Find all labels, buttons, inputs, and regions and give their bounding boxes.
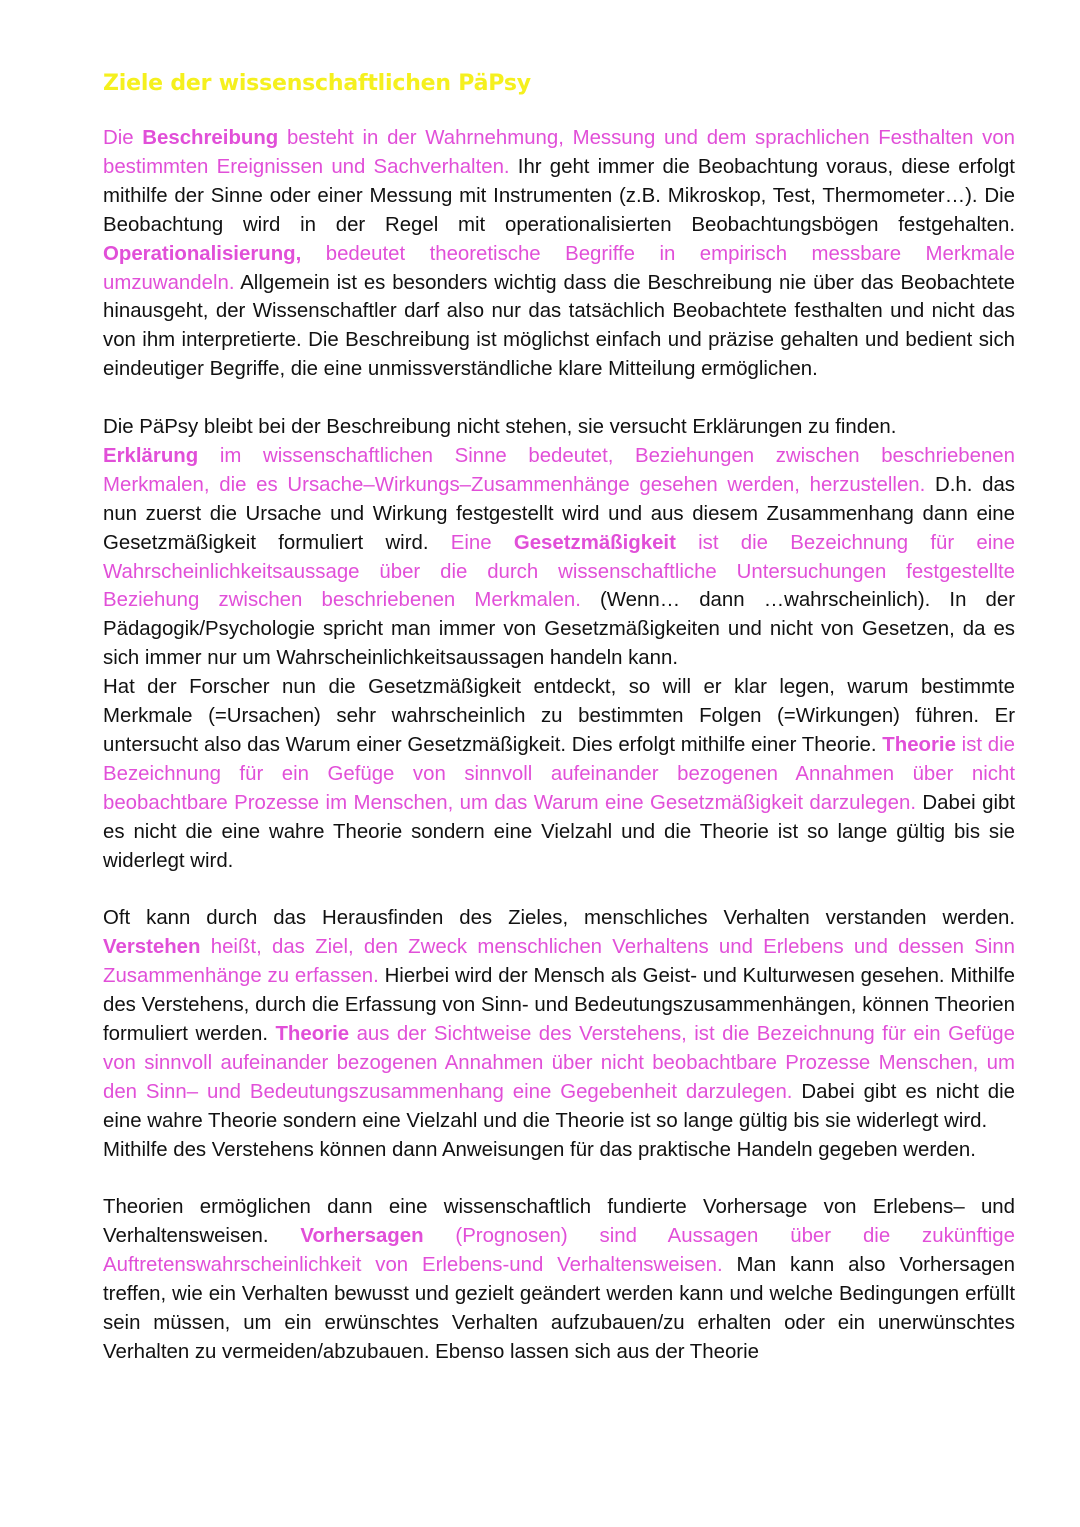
definition-verstehen: Verstehen heißt, das Ziel, den Zweck menschlichen Verhaltens und Erlebens und dessen Sinn Zusammenhänge zu erfassen. bbox=[103, 936, 1015, 988]
definition-gesetzmaessigkeit: Eine Gesetzmäßigkeit ist die Bezeichnung für eine Wahrscheinlichkeitsaussage über die durch wissenschaftliche Untersuchungen festgestellte Beziehung zwischen beschriebenen Merkmalen. bbox=[103, 531, 1015, 612]
term-beschreibung: Beschreibung bbox=[142, 127, 279, 149]
definition-theorie: Theorie ist die Bezeichnung für ein Gefüge von sinnvoll aufeinander bezogenen Annahmen über nicht beobachtbare Prozesse im Menschen, um das Warum eine Gesetzmäßigkeit darzulegen. bbox=[103, 734, 1015, 814]
paragraph-verstehen: Oft kann durch das Herausfinden des Zieles, menschliches Verhalten verstanden werden. Verstehen heißt, das Ziel, den Zweck menschlichen Verhaltens und Erlebens und dessen Sinn Zusammenhänge zu erfassen. Hierbei wird der Mensch als Geist- und Kulturwesen gesehen. Mithilfe des Verstehens, durch die Erfassung von Sinn- und Bedeutungszusammenhängen, können Theorien formuliert werden. Theorie aus der Sichtweise des Verstehens, ist die Bezeichnung für ein Gefüge von sinnvoll aufeinander bezogenen Annahmen über nicht beobachtbare Prozesse Menschen, um den Sinn– und Bedeutungszusammenhang eine Gegebenheit darzulegen. Dabei gibt es nicht die eine wahre Theorie sondern eine Vielzahl und die Theorie ist so lange gültig bis sie widerlegt wird. bbox=[103, 907, 1016, 1132]
paragraph-erklaerung: Erklärung im wissenschaftlichen Sinne bedeutet, Beziehungen zwischen beschriebenen Merkmalen, die es Ursache–Wirkungs–Zusammenhänge gesehen werden, herzustellen. D.h. das nun zuerst die Ursache und Wirkung festgestellt wird und aus diesem Zusammenhang dann eine Gesetzmäßigkeit formuliert wird. Eine Gesetzmäßigkeit ist die Bezeichnung für eine Wahrscheinlichkeitsaussage über die durch wissenschaftliche Untersuchungen festgestellte Beziehung zwischen beschriebenen Merkmalen. (Wenn… dann …wahrscheinlich). In der Pädagogik/Psychologie spricht man immer von Gesetzmäßigkeiten und nicht von Gesetzen, da es sich immer nur um Wahrscheinlichkeitsaussagen handeln kann. bbox=[103, 444, 1015, 670]
term-erklaerung: Erklärung bbox=[103, 444, 199, 467]
paragraph-gap bbox=[103, 1165, 1015, 1194]
term-theorie: Theorie bbox=[882, 734, 956, 757]
term-gesetzmaessigkeit: Gesetzmäßigkeit bbox=[513, 531, 676, 554]
paragraph-beschreibung: Die Beschreibung besteht in der Wahrnehmung, Messung und dem sprachlichen Festhalten von bestimmten Ereignissen und Sachverhalten. Ihr geht immer die Beobachtung voraus, diese erfolgt mithilfe der Sinne oder einer Messung mit Instrumenten (z.B. Mikroskop, Test, Thermometer…). Die Beobachtung wird in der Regel mit operationalisierten Beobachtungsbögen festgehalten. Operationalisierung, bedeutet theoretische Begriffe in empirisch messbare Merkmale umzuwandeln. Allgemein ist es besonders wichtig dass die Beschreibung nie über das Beobachtete hinausgeht, der Wissenschaftler darf also nur das tatsächlich Beobachtete festhalten und nicht das von ihm interpretierte. Die Beschreibung ist möglichst einfach und präzise gehalten und bedient sich eindeutiger Begriffe, die eine unmissverständliche klare Mitteilung ermöglichen. bbox=[103, 127, 1016, 381]
document-page bbox=[103, 66, 1015, 1367]
paragraph-theorie: Hat der Forscher nun die Gesetzmäßigkeit entdeckt, so will er klar legen, warum bestimmte Merkmale (=Ursachen) sehr wahrscheinlich zu bestimmten Folgen (=Wirkungen) führen. Er untersucht also das Warum einer Gesetzmäßigkeit. Dies erfolgt mithilfe einer Theorie. Theorie ist die Bezeichnung für ein Gefüge von sinnvoll aufeinander bezogenen Annahmen über nicht beobachtbare Prozesse im Menschen, um das Warum eine Gesetzmäßigkeit darzulegen. Dabei gibt es nicht die eine wahre Theorie sondern eine Vielzahl und die Theorie ist so lange gültig bis sie widerlegt wird. bbox=[103, 676, 1015, 872]
term-theorie-verstehen: Theorie bbox=[275, 1023, 350, 1046]
definition-theorie-verstehen: Theorie aus der Sichtweise des Verstehens, ist die Bezeichnung für ein Gefüge von sinnvoll aufeinander bezogenen Annahmen über nicht beobachtbare Prozesse Menschen, um den Sinn– und Bedeutungszusammenhang eine Gegebenheit darzulegen. bbox=[103, 1023, 1015, 1103]
page-title: Ziele der wissenschaftlichen PäPsy bbox=[103, 71, 531, 96]
term-vorhersagen: Vorhersagen bbox=[300, 1225, 424, 1248]
definition-beschreibung: Die Beschreibung besteht in der Wahrnehmung, Messung und dem sprachlichen Festhalten von bestimmten Ereignissen und Sachverhalten. bbox=[103, 127, 1016, 178]
paragraph-intro-erklaerung: Die PäPsy bleibt bei der Beschreibung nicht stehen, sie versucht Erklärungen zu finden. bbox=[103, 416, 897, 439]
paragraph-handeln: Mithilfe des Verstehens können dann Anweisungen für das praktische Handeln gegeben werden. bbox=[103, 1138, 976, 1161]
paragraph-vorhersage: Theorien ermöglichen dann eine wissenschaftlich fundierte Vorhersage von Erlebens– und Verhaltensweisen. Vorhersagen (Prognosen) sind Aussagen über die zukünftige Auftretenswahrscheinlichkeit von Erlebens-und Verhaltensweisen. Man kann also Vorhersagen treffen, wie ein Verhalten bewusst und gezielt geändert werden kann und welche Bedingungen erfüllt sein müssen, um ein erwünschtes Verhalten aufzubauen/zu erhalten oder ein unerwünschtes Verhalten zu vermeiden/abzubauen. Ebenso lassen sich aus der Theorie bbox=[103, 1196, 1015, 1364]
paragraph-gap bbox=[103, 384, 1015, 413]
term-verstehen: Verstehen bbox=[103, 936, 201, 959]
definition-vorhersagen: Vorhersagen (Prognosen) sind Aussagen über die zukünftige Auftretenswahrscheinlichkeit von Erlebens-und Verhaltensweisen. bbox=[103, 1225, 1015, 1277]
definition-erklaerung: Erklärung im wissenschaftlichen Sinne bedeutet, Beziehungen zwischen beschriebenen Merkmalen, die es Ursache–Wirkungs–Zusammenhänge gesehen werden, herzustellen. bbox=[103, 444, 1015, 496]
paragraph-gap bbox=[103, 876, 1015, 905]
term-operationalisierung: Operationalisierung, bbox=[103, 242, 302, 265]
definition-operationalisierung: Operationalisierung, bedeutet theoretische Begriffe in empirisch messbare Merkmale umzuwandeln. bbox=[103, 242, 1015, 294]
